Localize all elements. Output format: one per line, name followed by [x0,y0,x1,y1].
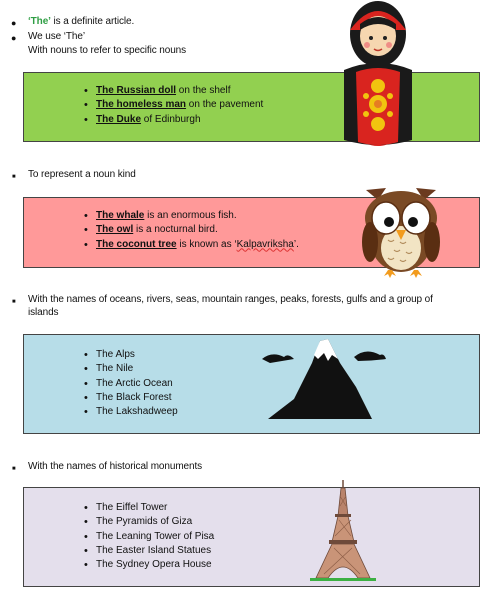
list-item [84,238,299,252]
intro-line-1 [28,16,134,28]
section-1-list [84,84,263,127]
intro-line-2: We use ‘The’ [28,31,85,42]
section-3-bullet: ■ [12,299,16,305]
section-4-list [84,501,214,572]
list-item: • The Pyramids of Giza [84,515,214,529]
list-item: • The Sydney Opera House [84,558,214,572]
item-rest: is a nocturnal bird. [133,224,218,236]
list-item: • The Alps [84,348,178,362]
item-bold: The Duke [96,113,142,125]
list-item: • The Eiffel Tower [84,501,214,515]
item-bold: The coconut tree [96,238,177,250]
item-rest: is an enormous fish. [144,210,237,221]
the-quoted: ‘The’ [28,16,51,27]
list-item [84,98,263,112]
intro-line-1-rest: is a definite article. [50,16,135,27]
item-bold: The Russian doll [96,85,177,96]
item-rest: on the pavement [186,99,264,111]
list-item: • The Lakshadweep [84,405,178,419]
section-2-heading: To represent a noun kind [28,169,136,180]
list-item [84,209,299,223]
owl-icon [356,178,446,278]
section-2-list [84,209,299,252]
list-item: • The Nile [84,362,178,376]
intro-bullet: ● [11,18,17,28]
item-rest: is known as ‘ [176,238,237,250]
list-item [84,84,263,98]
item-bold: The owl [96,224,134,236]
item-end: ’. [293,238,299,250]
item-bold: The whale [96,210,145,221]
section-2-bullet: ■ [12,174,16,180]
list-item [84,113,263,127]
item-bold: The homeless man [96,99,187,111]
section-3-heading-1: With the names of oceans, rivers, seas, mountain ranges, peaks, forests, gulfs and a group of [28,294,433,305]
item-spellcheck: Kalpavriksha [236,238,294,250]
list-item [84,223,299,237]
list-item: • The Leaning Tower of Pisa [84,530,214,544]
item-rest: on the shelf [176,85,231,96]
section-3-heading-2: islands [28,307,59,318]
section-4-heading: With the names of historical monuments [28,461,203,472]
list-item: • The Black Forest [84,391,178,405]
section-3-list [84,348,178,419]
mountain-icon [258,333,388,421]
intro-line-3: With nouns to refer to specific nouns [28,45,187,56]
intro-bullet-2: ● [11,33,17,43]
eiffel-tower-icon [310,480,376,582]
russian-doll-icon [338,0,418,148]
list-item: • The Easter Island Statues [84,544,214,558]
section-4-bullet: ■ [12,466,16,472]
list-item: • The Arctic Ocean [84,377,178,391]
item-rest: of Edinburgh [141,113,201,125]
